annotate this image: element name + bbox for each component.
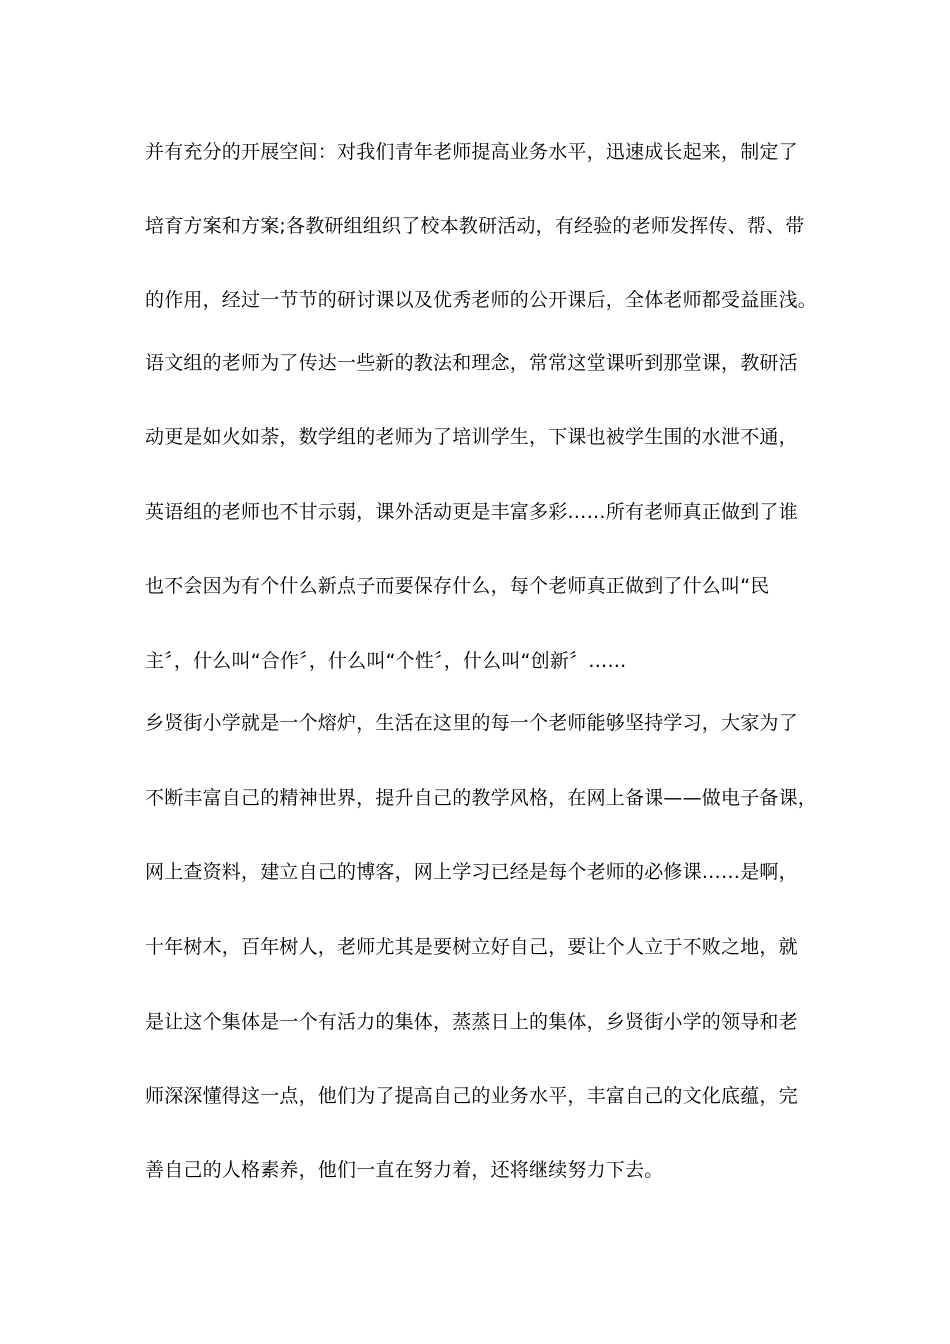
text-line: 英语组的老师也不甘示弱，课外活动更是丰富多彩……所有老师真正做到了谁 xyxy=(145,501,798,523)
text-line: 善自己的人格素养，他们一直在努力着，还将继续努力下去。 xyxy=(145,1159,664,1181)
text-line: 也不会因为有个什么新点子而要保存什么，每个老师真正做到了什么叫“民 xyxy=(145,575,770,597)
text-line: 网上查资料，建立自己的博客，网上学习已经是每个老师的必修课……是啊， xyxy=(145,861,798,883)
text-line: 语文组的老师为了传达一些新的教法和理念，常常这堂课听到那堂课，教研活 xyxy=(145,352,798,374)
text-line: 师深深懂得这一点，他们为了提高自己的业务水平，丰富自己的文化底蕴，完 xyxy=(145,1085,798,1107)
text-line: 十年树木，百年树人，老师尤其是要树立好自己，要让个人立于不败之地，就 xyxy=(145,936,798,958)
text-line: 的作用，经过一节节的研讨课以及优秀老师的公开课后，全体老师都受益匪浅。 xyxy=(145,289,818,311)
text-line: 乡贤街小学就是一个熔炉，生活在这里的每一个老师能够坚持学习，大家为了 xyxy=(145,712,798,734)
text-line: 培育方案和方案;各教研组组织了校本教研活动，有经验的老师发挥传、帮、带 xyxy=(145,215,805,237)
text-line: 并有充分的开展空间：对我们青年老师提高业务水平，迅速成长起来，制定了 xyxy=(145,141,798,163)
text-line: 主〞，什么叫“合作〞，什么叫“个性〞，什么叫“创新〞…… xyxy=(145,650,627,672)
text-line: 不断丰富自己的精神世界，提升自己的教学风格，在网上备课——做电子备课， xyxy=(145,787,818,809)
text-line: 动更是如火如荼，数学组的老师为了培训学生，下课也被学生围的水泄不通， xyxy=(145,426,798,448)
text-line: 是让这个集体是一个有活力的集体，蒸蒸日上的集体，乡贤街小学的领导和老 xyxy=(145,1011,798,1033)
